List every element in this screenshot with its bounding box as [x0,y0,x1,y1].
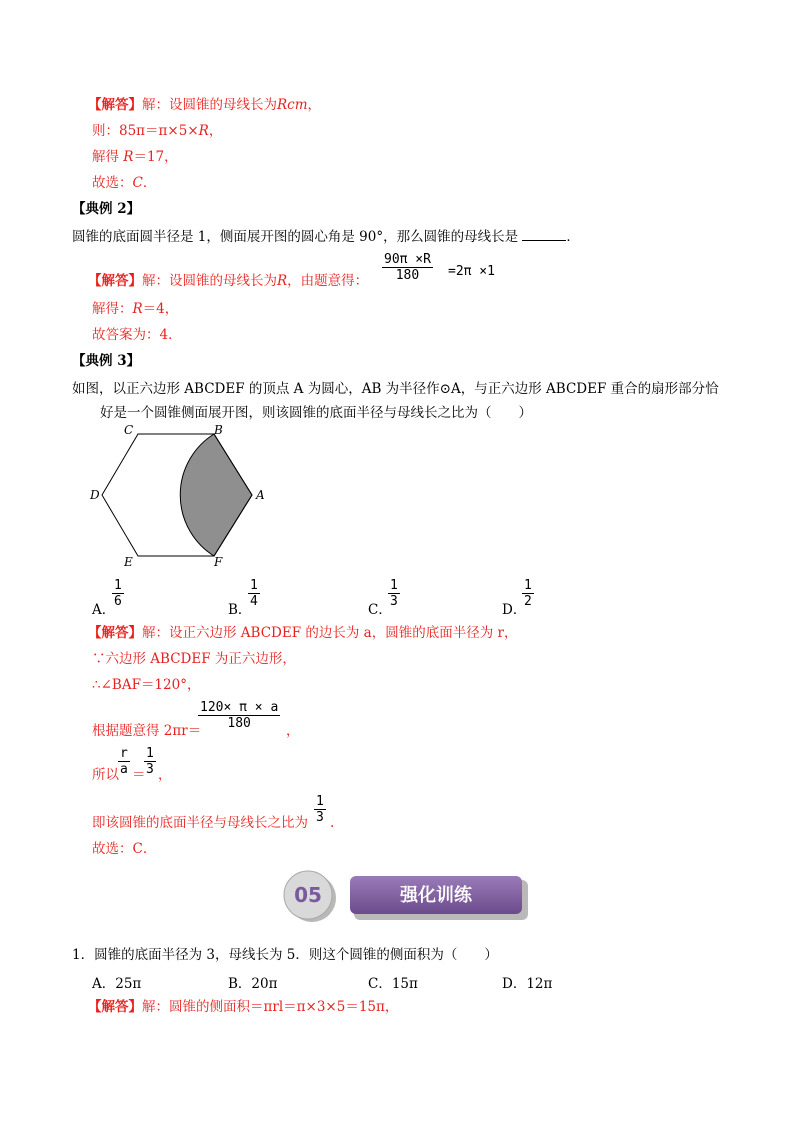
fraction-numerator: 1 [250,578,258,593]
answer-text: 解：圆锥的侧面积＝πrl＝π×3×5＝15π， [142,999,399,1015]
example-3-answer-line-1 [88,624,517,642]
fraction-denominator: a [120,762,128,777]
answer-var: R [132,301,143,317]
answer-tag: 【解答】 [88,273,142,289]
example-3-answer-line-3: ∴∠BAF＝120°， [92,677,201,693]
answer-tag: 【解答】 [88,625,142,641]
fraction-denominator: 180 [227,716,251,731]
practice-1-option-a[interactable]: A．25π [92,976,142,992]
fraction-denominator: 3 [316,810,324,825]
example-3-answer-line-6-end: . [330,815,335,831]
option-letter: D． [502,602,527,618]
fraction-denominator: 2 [524,594,532,609]
option-d-fraction [522,578,534,609]
fraction-numerator: 1 [146,746,154,761]
section-banner [278,870,530,922]
example-3-question-line-2: 好是一个圆锥侧面展开图，则该圆锥的底面半径与母线长之比为（ ） [100,405,532,421]
answer-var: C [132,175,143,191]
fraction-numerator: 1 [316,794,324,809]
answer-1-line-1 [88,96,321,114]
answer-text: 解得： [92,301,133,317]
answer-text: ． [142,175,157,191]
question-text: ． [566,229,580,245]
practice-1-option-b[interactable]: B．20π [228,976,278,992]
practice-1-question: 1．圆锥的底面半径为 3，母线长为 5．则这个圆锥的侧面积为（ ） [72,947,498,963]
label-d: D [90,488,100,502]
fraction-denominator: 180 [395,268,420,283]
fraction-numerator: 1 [114,578,122,593]
practice-1-answer [88,998,398,1016]
label-c: C [124,423,134,437]
example-2-question [72,228,580,246]
fraction-denominator: 3 [146,762,154,777]
answer-var: R [198,123,209,139]
answer-1-line-3 [92,148,178,166]
shaded-sector [180,434,252,556]
option-a-fraction [112,578,124,609]
answer-tag: 【解答】 [88,97,142,113]
answer-text: 故选： [92,175,133,191]
example-2-fraction-rhs: =2π ×1 [448,264,495,279]
fraction-denominator: 6 [114,594,122,609]
fraction-numerator: 1 [390,578,398,593]
example-3-fraction-1 [198,700,280,731]
option-letter: A． [92,602,116,618]
answer-text: 则：85π＝π×5× [92,123,199,139]
example-3-answer-line-4: 根据题意得 2πr＝ [92,723,202,739]
fraction-numerator: 1 [524,578,532,593]
option-c-fraction [388,578,400,609]
label-e: E [124,555,133,569]
answer-text: ， [307,97,322,113]
example-3-fraction-r-over-a [118,746,130,777]
example-3-answer-line-5-end: ， [158,767,172,783]
answer-blank [522,228,566,241]
example-3-equals: ＝ [132,767,146,783]
answer-text: 解：设圆锥的母线长为 [142,273,277,289]
fraction-denominator: 4 [250,594,258,609]
example-2-heading: 【典例 2】 [72,201,141,217]
answer-text: ， [208,123,223,139]
example-2-answer-line-1 [88,272,368,290]
label-f: F [214,555,223,569]
example-3-fraction-one-third [144,746,156,777]
answer-1-line-4 [92,174,156,192]
example-3-answer-line-4-end: ， [286,723,300,739]
answer-var: R [277,273,288,289]
practice-1-option-d[interactable]: D．12π [502,976,553,992]
label-b: B [214,423,223,437]
answer-1-line-2 [92,122,222,140]
label-a: A [256,488,265,502]
answer-text: 解：设圆锥的母线长为 [142,97,277,113]
answer-var: Rcm [277,97,308,113]
example-2-answer-line-3: 故答案为：4． [92,327,182,343]
banner-title: 强化训练 [400,885,472,906]
hexagon-sector-figure [80,420,280,580]
answer-tag: 【解答】 [88,999,142,1015]
example-3-question-line-1: 如图，以正六边形 ABCDEF 的顶点 A 为圆心，AB 为半径作⊙A，与正六边形 ABCDEF 重合的扇形部分恰 [72,381,719,397]
example-3-answer-line-5: 所以 [92,767,119,783]
example-3-answer-line-7: 故选：C． [92,841,157,857]
option-letter: B． [228,602,252,618]
example-3-answer-line-2: ∵六边形 ABCDEF 为正六边形， [92,651,296,667]
example-3-fraction-ratio [314,794,326,825]
example-2-fraction [382,252,433,283]
answer-text: 解：设正六边形 ABCDEF 的边长为 a，圆锥的底面半径为 r， [142,625,518,641]
answer-text: ，由题意得： [287,273,369,289]
answer-text: ＝4， [142,301,179,317]
answer-text: 解得 [92,149,124,165]
example-3-heading: 【典例 3】 [72,353,141,369]
question-text: 圆锥的底面圆半径是 1，侧面展开图的圆心角是 90°，那么圆锥的母线长是 [72,229,519,245]
answer-text: ＝17， [133,149,178,165]
fraction-denominator: 3 [390,594,398,609]
answer-var: R [123,149,134,165]
example-3-answer-line-6: 即该圆锥的底面半径与母线长之比为 [92,815,308,831]
option-b-fraction [248,578,260,609]
practice-1-option-c[interactable]: C．15π [368,976,418,992]
fraction-numerator: 90π ×R [384,252,431,267]
option-letter: C． [368,602,392,618]
fraction-numerator: 120× π × a [200,700,279,715]
example-2-answer-line-2 [92,300,178,318]
banner-number: 05 [294,883,322,907]
fraction-numerator: r [120,746,128,761]
